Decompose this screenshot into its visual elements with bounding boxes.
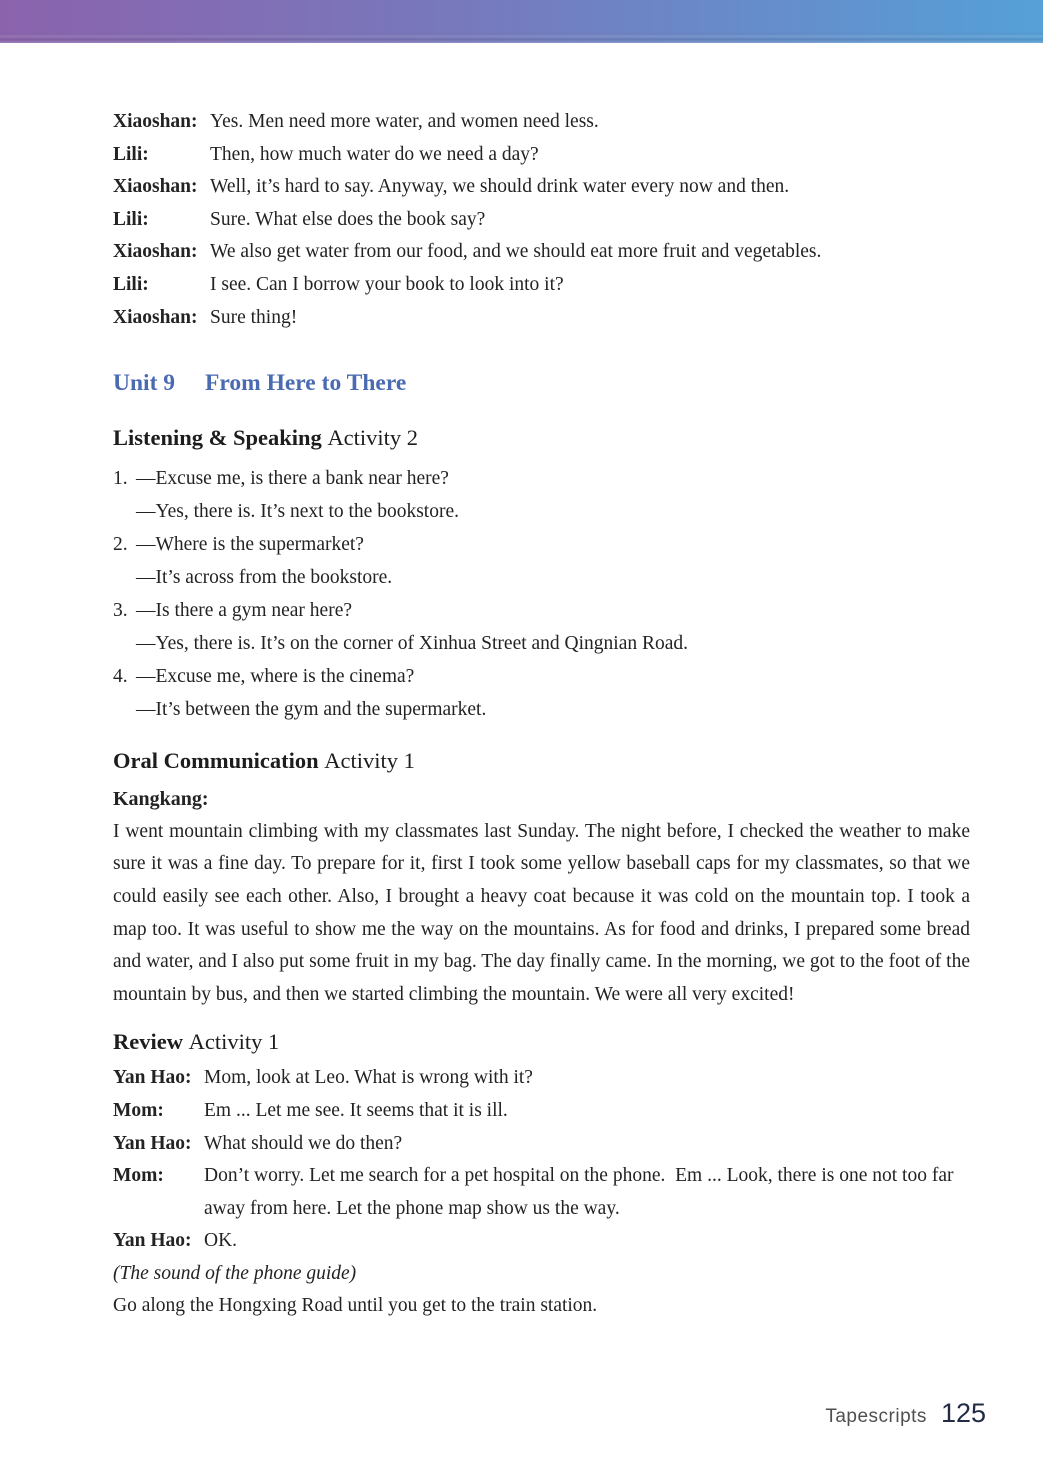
section-heading-activity: Activity 2 xyxy=(327,425,419,451)
section-heading-bold: Listening & Speaking xyxy=(113,425,322,451)
item-number: 3. xyxy=(113,600,128,622)
unit-title: From Here to There xyxy=(205,370,407,397)
monologue-paragraph: I went mountain climbing with my classmates last Sunday. The night before, I checked the weather to make sure it was a fine day. To prepare for it, first I took some yellow baseball caps for my classmates, so that we could easily see each other. Also, I brought a heavy coat because it was cold on the mountain top. I took a map too. It was useful to show me the way on the mountains. As for food and drinks, I prepared some bread and water, and I also put some fruit in my bag. The day finally came. In the morning, we got to the foot of the mountain by bus, and then we started climbing the mountain. We were all very excited! xyxy=(113,820,970,1005)
dialogue-row xyxy=(113,1160,970,1225)
header-gradient-bar xyxy=(0,0,1043,43)
dialogue-water xyxy=(113,106,970,334)
qa-item xyxy=(113,594,970,660)
dialogue-row xyxy=(113,1095,970,1128)
page-footer xyxy=(825,1398,986,1429)
question-line: —Excuse me, is there a bank near here? xyxy=(136,468,449,490)
dialogue-row xyxy=(113,1225,970,1258)
question-line: —Is there a gym near here? xyxy=(136,600,353,622)
section-heading-oral-communication xyxy=(113,747,970,774)
answer-line: —It’s across from the bookstore. xyxy=(136,567,393,589)
unit-number: Unit 9 xyxy=(113,370,176,397)
answer-line: —Yes, there is. It’s next to the bookstore. xyxy=(136,501,459,523)
page-content xyxy=(0,43,1043,1323)
section-heading-review xyxy=(113,1028,970,1055)
speech-text: OK. xyxy=(204,1230,238,1252)
dialogue-row xyxy=(113,106,970,139)
qa-pair xyxy=(136,528,970,594)
dialogue-row xyxy=(113,171,970,204)
question-line: —Where is the supermarket? xyxy=(136,534,364,556)
section-heading-activity: Activity 1 xyxy=(188,1029,280,1055)
speech-text: We also get water from our food, and we should eat more fruit and vegetables. xyxy=(210,241,822,263)
qa-item xyxy=(113,660,970,726)
qa-pair xyxy=(136,462,970,528)
speech-text: Em ... Let me see. It seems that it is ill. xyxy=(204,1099,508,1121)
speaker-name: Yan Hao: xyxy=(113,1067,192,1089)
speech-text: I see. Can I borrow your book to look into it? xyxy=(210,273,564,295)
speech-text: What should we do then? xyxy=(204,1132,403,1154)
unit-heading xyxy=(113,370,970,397)
item-number: 2. xyxy=(113,534,128,556)
speaker-name: Mom: xyxy=(113,1165,164,1187)
dialogue-row xyxy=(113,269,970,302)
speaker-name: Lili: xyxy=(113,143,149,165)
speaker-name: Lili: xyxy=(113,273,149,295)
section-heading-bold: Review xyxy=(113,1029,183,1055)
section-heading-bold: Oral Communication xyxy=(113,748,319,774)
stage-direction: (The sound of the phone guide) xyxy=(113,1262,357,1284)
speaker-name: Mom: xyxy=(113,1099,164,1121)
monologue-speaker: Kangkang: xyxy=(113,788,209,811)
dialogue-row xyxy=(113,204,970,237)
qa-item xyxy=(113,528,970,594)
dialogue-row xyxy=(113,236,970,269)
dialogue-review xyxy=(113,1062,970,1258)
question-line: —Excuse me, where is the cinema? xyxy=(136,666,415,688)
speech-text: Then, how much water do we need a day? xyxy=(210,143,539,165)
speech-text: Sure. What else does the book say? xyxy=(210,208,486,230)
speech-text: Well, it’s hard to say. Anyway, we should drink water every now and then. xyxy=(210,176,790,198)
speaker-name: Xiaoshan: xyxy=(113,111,198,132)
speaker-name: Lili: xyxy=(113,208,149,230)
answer-line: —Yes, there is. It’s on the corner of Xinhua Street and Qingnian Road. xyxy=(136,633,689,655)
item-number: 4. xyxy=(113,666,128,688)
speaker-name: Xiaoshan: xyxy=(113,306,198,328)
dialogue-row xyxy=(113,1128,970,1161)
speech-text: Yes. Men need more water, and women need less. xyxy=(210,111,599,132)
dialogue-row xyxy=(113,302,970,335)
section-heading-listening-speaking xyxy=(113,424,970,451)
item-number: 1. xyxy=(113,468,128,490)
answer-line: —It’s between the gym and the supermarket. xyxy=(136,699,487,721)
footer-section-label: Tapescripts xyxy=(825,1406,927,1427)
phone-guide-line: Go along the Hongxing Road until you get to the train station. xyxy=(113,1295,598,1317)
speech-text: Sure thing! xyxy=(210,306,298,328)
qa-pair xyxy=(136,594,970,660)
page-number: 125 xyxy=(940,1398,986,1428)
qa-item xyxy=(113,462,970,528)
dialogue-row xyxy=(113,139,970,172)
listening-qa-list xyxy=(113,462,970,726)
section-heading-activity: Activity 1 xyxy=(324,748,415,774)
speech-text: Mom, look at Leo. What is wrong with it? xyxy=(204,1067,533,1089)
speaker-name: Xiaoshan: xyxy=(113,241,198,263)
dialogue-row xyxy=(113,1062,970,1095)
speaker-name: Xiaoshan: xyxy=(113,176,198,198)
speaker-name: Yan Hao: xyxy=(113,1132,192,1154)
qa-pair xyxy=(136,660,970,726)
speaker-name: Yan Hao: xyxy=(113,1230,192,1252)
speech-text: Don’t worry. Let me search for a pet hospital on the phone. Em ... Look, there is one not too far away from here. Let the phone map show us the way. xyxy=(204,1165,954,1219)
